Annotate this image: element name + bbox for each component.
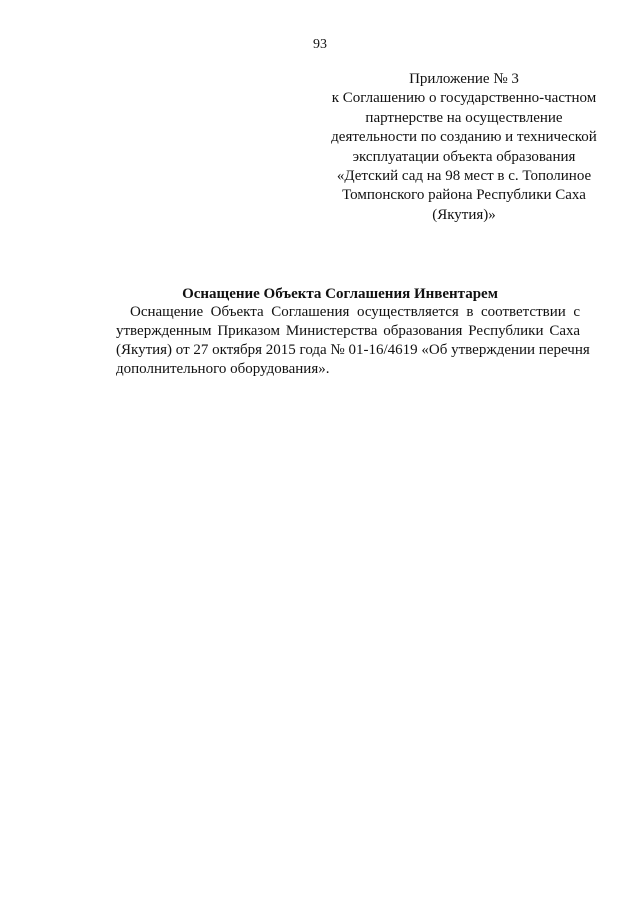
appendix-header bbox=[302, 70, 626, 225]
appendix-line: деятельности по созданию и технической bbox=[331, 129, 597, 146]
body-line: дополнительного оборудования». bbox=[116, 361, 330, 377]
body-line: утвержденным Приказом Министерства образования Республики Саха bbox=[116, 323, 580, 339]
page-number: 93 bbox=[313, 37, 327, 52]
appendix-line: партнерстве на осуществление bbox=[365, 109, 563, 126]
appendix-line: к Соглашению о государственно-частном bbox=[331, 90, 597, 107]
body-line: (Якутия) от 27 октября 2015 года № 01-16/4619 «Об утверждении перечня bbox=[116, 342, 590, 358]
appendix-line: эксплуатации объекта образования bbox=[352, 148, 576, 165]
appendix-line: Приложение № 3 bbox=[409, 71, 519, 87]
section-body bbox=[116, 303, 590, 379]
appendix-line: «Детский сад на 98 мест в с. Тополиное bbox=[336, 168, 592, 185]
body-line: Оснащение Объекта Соглашения осуществляется в соответствии с bbox=[130, 304, 580, 320]
appendix-line: (Якутия)» bbox=[432, 206, 496, 223]
section-title: Оснащение Объекта Соглашения Инвентарем bbox=[182, 286, 498, 302]
appendix-line: Томпонского района Республики Саха bbox=[342, 187, 586, 204]
